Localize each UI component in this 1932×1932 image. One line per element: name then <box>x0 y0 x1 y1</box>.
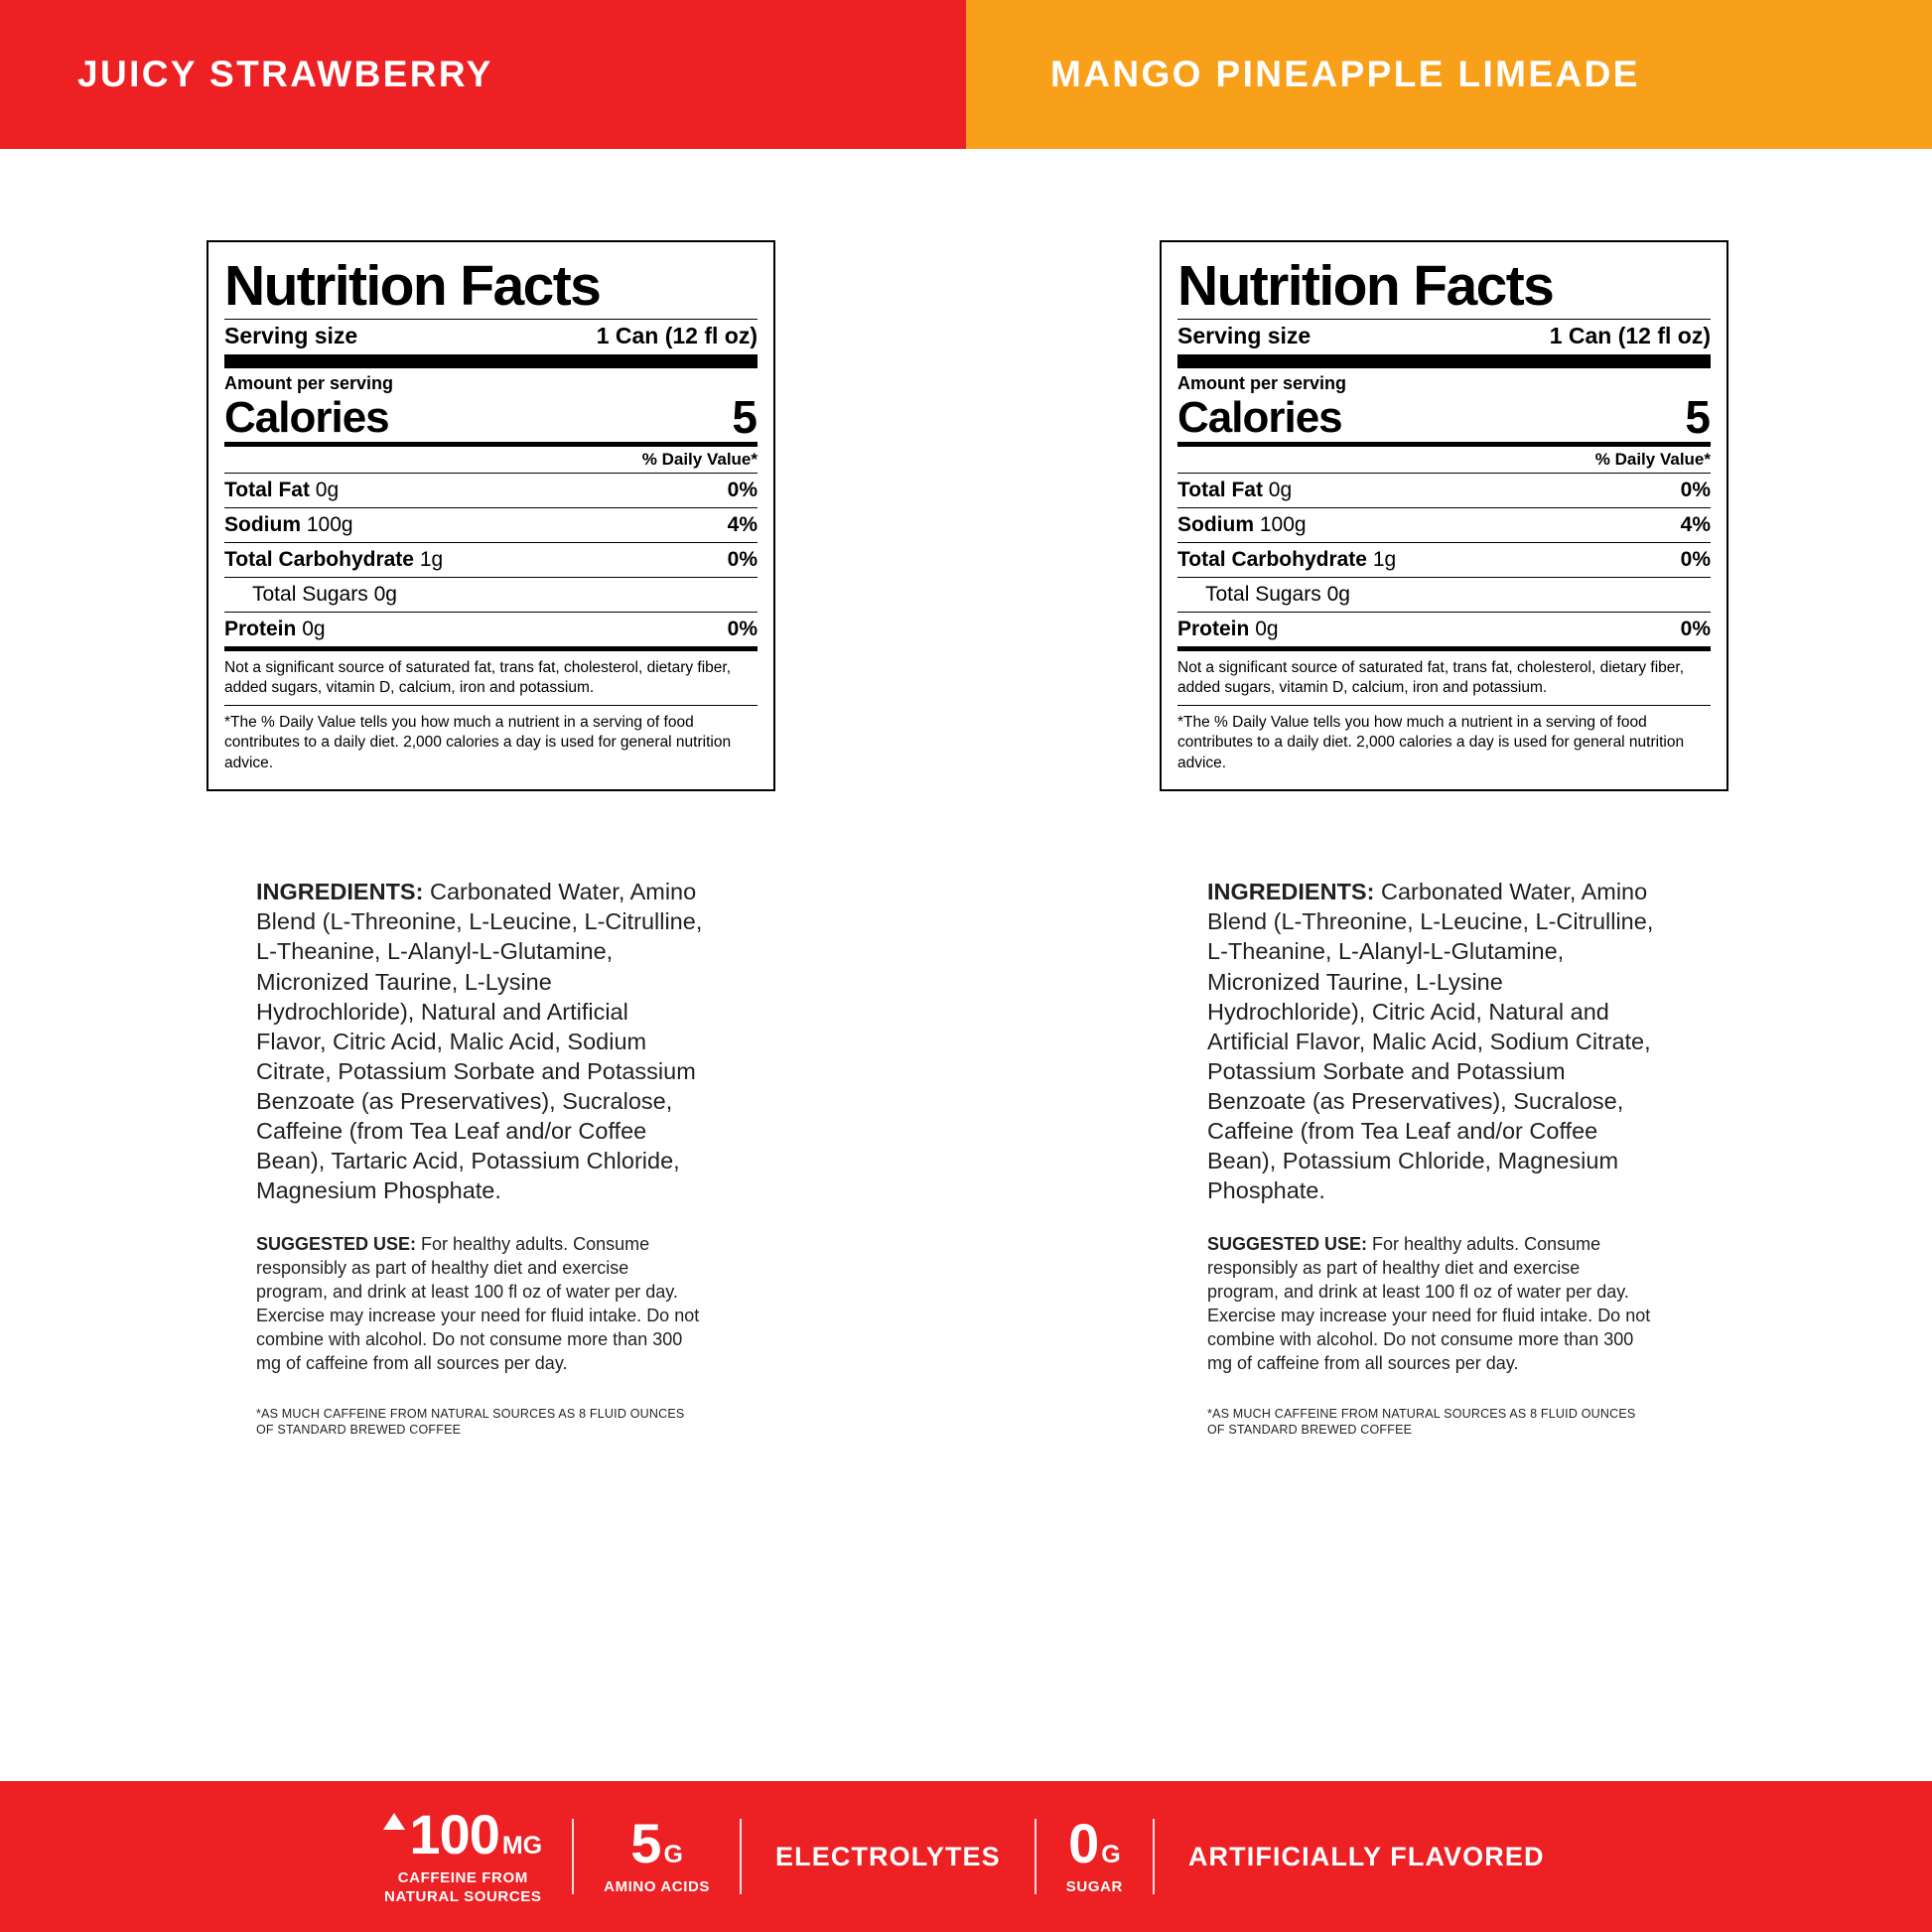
nutrition-footnote-1: Not a significant source of saturated fat, trans fat, cholesterol, dietary fiber, added sugars, vitamin D, calcium, iron and potassium. <box>224 659 732 697</box>
claim-caffeine <box>353 1803 572 1906</box>
nutrient-row-total-carbohydrate <box>1177 543 1711 577</box>
claim-caffeine-top <box>383 1803 543 1866</box>
flavor-banner <box>0 0 1932 149</box>
serving-size-value: 1 Can (12 fl oz) <box>1549 323 1711 348</box>
claim-caffeine-sub: CAFFEINE FROM NATURAL SOURCES <box>384 1869 542 1905</box>
nutrient-amount: 0g <box>373 583 397 606</box>
ingredients-text: Carbonated Water, Amino Blend (L-Threonine, L-Leucine, L-Citrulline, L-Theanine, L-Alanyl-L-Glutamine, Micronized Taurine, L-Lysine Hydrochloride), Citric Acid, Natural and Artificial Flavor, Malic Acid, Sodium Citrate, Potassium Sorbate and Potassium Benzoate (as Preservatives), Sucralose, Caffeine (from Tea Leaf and/or Coffee Bean), Potassium Chloride, Magnesium Phosphate. <box>1207 879 1654 1204</box>
calories-label: Calories <box>224 393 389 442</box>
nutrition-panel-wrap-right <box>966 149 1932 791</box>
ingredients-paragraph <box>1207 877 1654 1205</box>
nutrient-amount: 0g <box>302 618 326 640</box>
claim-sugar-top <box>1068 1812 1121 1875</box>
calories-value: 5 <box>732 391 758 443</box>
nutrition-facts-title: Nutrition Facts <box>224 254 601 318</box>
nutrient-row-protein <box>1177 613 1711 646</box>
nutrition-facts-panel-right <box>1160 240 1728 791</box>
nutrient-name: Sodium <box>1177 513 1254 536</box>
claim-sugar <box>1036 1812 1153 1896</box>
serving-size-row <box>224 320 758 354</box>
product-columns <box>0 149 1932 1438</box>
nutrient-name: Protein <box>224 618 297 640</box>
nutrient-row-sodium <box>224 508 758 542</box>
serving-size-label: Serving size <box>224 323 358 348</box>
nutrient-name: Total Carbohydrate <box>224 548 414 571</box>
nutrient-dv: 4% <box>727 513 758 536</box>
nutrient-name: Protein <box>1177 618 1250 640</box>
caffeine-disclaimer: *AS MUCH CAFFEINE FROM NATURAL SOURCES AS 8 FLUID OUNCES OF STANDARD BREWED COFFEE <box>256 1406 685 1437</box>
daily-value-header: % Daily Value* <box>641 450 758 469</box>
nutrient-amount: 0g <box>1255 618 1279 640</box>
suggested-use-text: For healthy adults. Consume responsibly as part of healthy diet and exercise program, and drink at least 100 fl oz of water per day. Exercise may increase your need for fluid intake. Do not combine with alcohol. Do not consume more than 300 mg of caffeine from all sources per day. <box>1207 1234 1651 1373</box>
claim-artificially-flavored: ARTIFICIALLY FLAVORED <box>1187 1841 1545 1871</box>
claims-bar <box>0 1781 1932 1932</box>
nutrient-dv: 0% <box>727 618 758 640</box>
calories-row <box>1177 391 1711 443</box>
ingredients-text: Carbonated Water, Amino Blend (L-Threonine, L-Leucine, L-Citrulline, L-Theanine, L-Alanyl-L-Glutamine, Micronized Taurine, L-Lysine Hydrochloride), Natural and Artificial Flavor, Citric Acid, Malic Acid, Sodium Citrate, Potassium Sorbate and Potassium Benzoate (as Preservatives), Sucralose, Caffeine (from Tea Leaf and/or Coffee Bean), Tartaric Acid, Potassium Chloride, Magnesium Phosphate. <box>256 879 703 1204</box>
amount-per-serving-label: Amount per serving <box>1177 373 1347 393</box>
claim-sugar-value: 0 <box>1068 1812 1099 1875</box>
claim-electrolytes: ELECTROLYTES <box>775 1841 1001 1871</box>
serving-size-row <box>1177 320 1711 354</box>
nutrient-dv: 0% <box>1680 548 1711 571</box>
nutrition-panel-wrap-left <box>0 149 966 791</box>
claim-sugar-stack <box>1065 1812 1123 1896</box>
suggested-use-label: SUGGESTED USE: <box>1207 1234 1368 1255</box>
claim-amino <box>574 1812 740 1896</box>
nutrition-facts-panel-left <box>207 240 775 791</box>
nutrient-amount: 100g <box>306 513 353 536</box>
serving-size-label: Serving size <box>1177 323 1311 348</box>
nutrient-amount: 0g <box>1326 583 1350 606</box>
claim-sugar-unit: G <box>1101 1841 1121 1869</box>
amount-per-serving-label: Amount per serving <box>224 373 394 393</box>
nutrient-name: Sodium <box>224 513 301 536</box>
nutrition-footnote-2: *The % Daily Value tells you how much a nutrient in a serving of food contributes to a daily diet. 2,000 calories a day is used for general nutrition advice. <box>224 713 732 771</box>
nutrition-footnote-1: Not a significant source of saturated fat, trans fat, cholesterol, dietary fiber, added sugars, vitamin D, calcium, iron and potassium. <box>1177 659 1685 697</box>
ingredients-block-left <box>256 791 703 1438</box>
claim-amino-sub: AMINO ACIDS <box>604 1878 711 1896</box>
nutrient-dv: 4% <box>1680 513 1711 536</box>
nutrient-row-total-fat <box>224 474 758 507</box>
nutrient-dv: 0% <box>1680 479 1711 501</box>
claim-caffeine-unit: MG <box>501 1832 543 1861</box>
nutrient-row-total-sugars <box>1177 578 1711 612</box>
claim-sugar-sub: SUGAR <box>1065 1878 1123 1896</box>
calories-label: Calories <box>1177 393 1342 442</box>
suggested-use-text: For healthy adults. Consume responsibly as part of healthy diet and exercise program, and drink at least 100 fl oz of water per day. Exercise may increase your need for fluid intake. Do not combine with alcohol. Do not consume more than 300 mg of caffeine from all sources per day. <box>256 1234 700 1373</box>
daily-value-header: % Daily Value* <box>1594 450 1711 469</box>
suggested-use-paragraph <box>256 1233 703 1376</box>
suggested-use-label: SUGGESTED USE: <box>256 1234 417 1255</box>
nutrition-footnote-2: *The % Daily Value tells you how much a nutrient in a serving of food contributes to a daily diet. 2,000 calories a day is used for general nutrition advice. <box>1177 713 1685 771</box>
claims-divider <box>572 1819 574 1894</box>
claim-amino-top <box>630 1812 683 1875</box>
claim-caffeine-stack <box>383 1803 543 1906</box>
nutrient-row-total-sugars <box>224 578 758 612</box>
nutrient-name: Total Carbohydrate <box>1177 548 1367 571</box>
flavor-label-strawberry: JUICY STRAWBERRY <box>77 54 493 94</box>
nutrient-name: Total Fat <box>1177 479 1263 501</box>
nutrient-row-total-fat <box>1177 474 1711 507</box>
divider-thick <box>224 354 758 368</box>
nutrient-name: Total Sugars <box>252 583 368 606</box>
column-mango <box>966 149 1932 1438</box>
nutrient-amount: 1g <box>1372 548 1397 571</box>
nutrient-amount: 1g <box>419 548 444 571</box>
nutrient-amount: 0g <box>1268 479 1293 501</box>
nutrient-name: Total Fat <box>224 479 310 501</box>
nutrient-dv: 0% <box>1680 618 1711 640</box>
nutrient-name: Total Sugars <box>1205 583 1321 606</box>
ingredients-block-right <box>1207 791 1654 1438</box>
claims-divider <box>1153 1819 1155 1894</box>
flavor-banner-left <box>0 0 966 149</box>
nutrient-row-protein <box>224 613 758 646</box>
flavor-label-mango: MANGO PINEAPPLE LIMEADE <box>1050 54 1640 94</box>
flavor-banner-right <box>966 0 1932 149</box>
nutrient-dv: 0% <box>727 548 758 571</box>
claim-amino-stack <box>604 1812 711 1896</box>
claims-divider <box>1035 1819 1036 1894</box>
serving-size-value: 1 Can (12 fl oz) <box>596 323 758 348</box>
ingredients-label: INGREDIENTS: <box>256 879 424 905</box>
claim-amino-value: 5 <box>630 1812 661 1875</box>
ingredients-label: INGREDIENTS: <box>1207 879 1375 905</box>
nutrient-row-total-carbohydrate <box>224 543 758 577</box>
ingredients-paragraph <box>256 877 703 1205</box>
triangle-icon <box>383 1813 405 1830</box>
claim-caffeine-value: 100 <box>409 1803 499 1866</box>
caffeine-disclaimer: *AS MUCH CAFFEINE FROM NATURAL SOURCES AS 8 FLUID OUNCES OF STANDARD BREWED COFFEE <box>1207 1406 1636 1437</box>
nutrient-amount: 100g <box>1259 513 1307 536</box>
nutrition-facts-title: Nutrition Facts <box>1177 254 1554 318</box>
nutrient-row-sodium <box>1177 508 1711 542</box>
calories-value: 5 <box>1685 391 1711 443</box>
nutrient-amount: 0g <box>315 479 340 501</box>
suggested-use-paragraph <box>1207 1233 1654 1376</box>
calories-row <box>224 391 758 443</box>
nutrient-dv: 0% <box>727 479 758 501</box>
column-strawberry <box>0 149 966 1438</box>
claim-amino-unit: G <box>663 1841 683 1869</box>
claims-divider <box>740 1819 742 1894</box>
divider-thick <box>1177 354 1711 368</box>
